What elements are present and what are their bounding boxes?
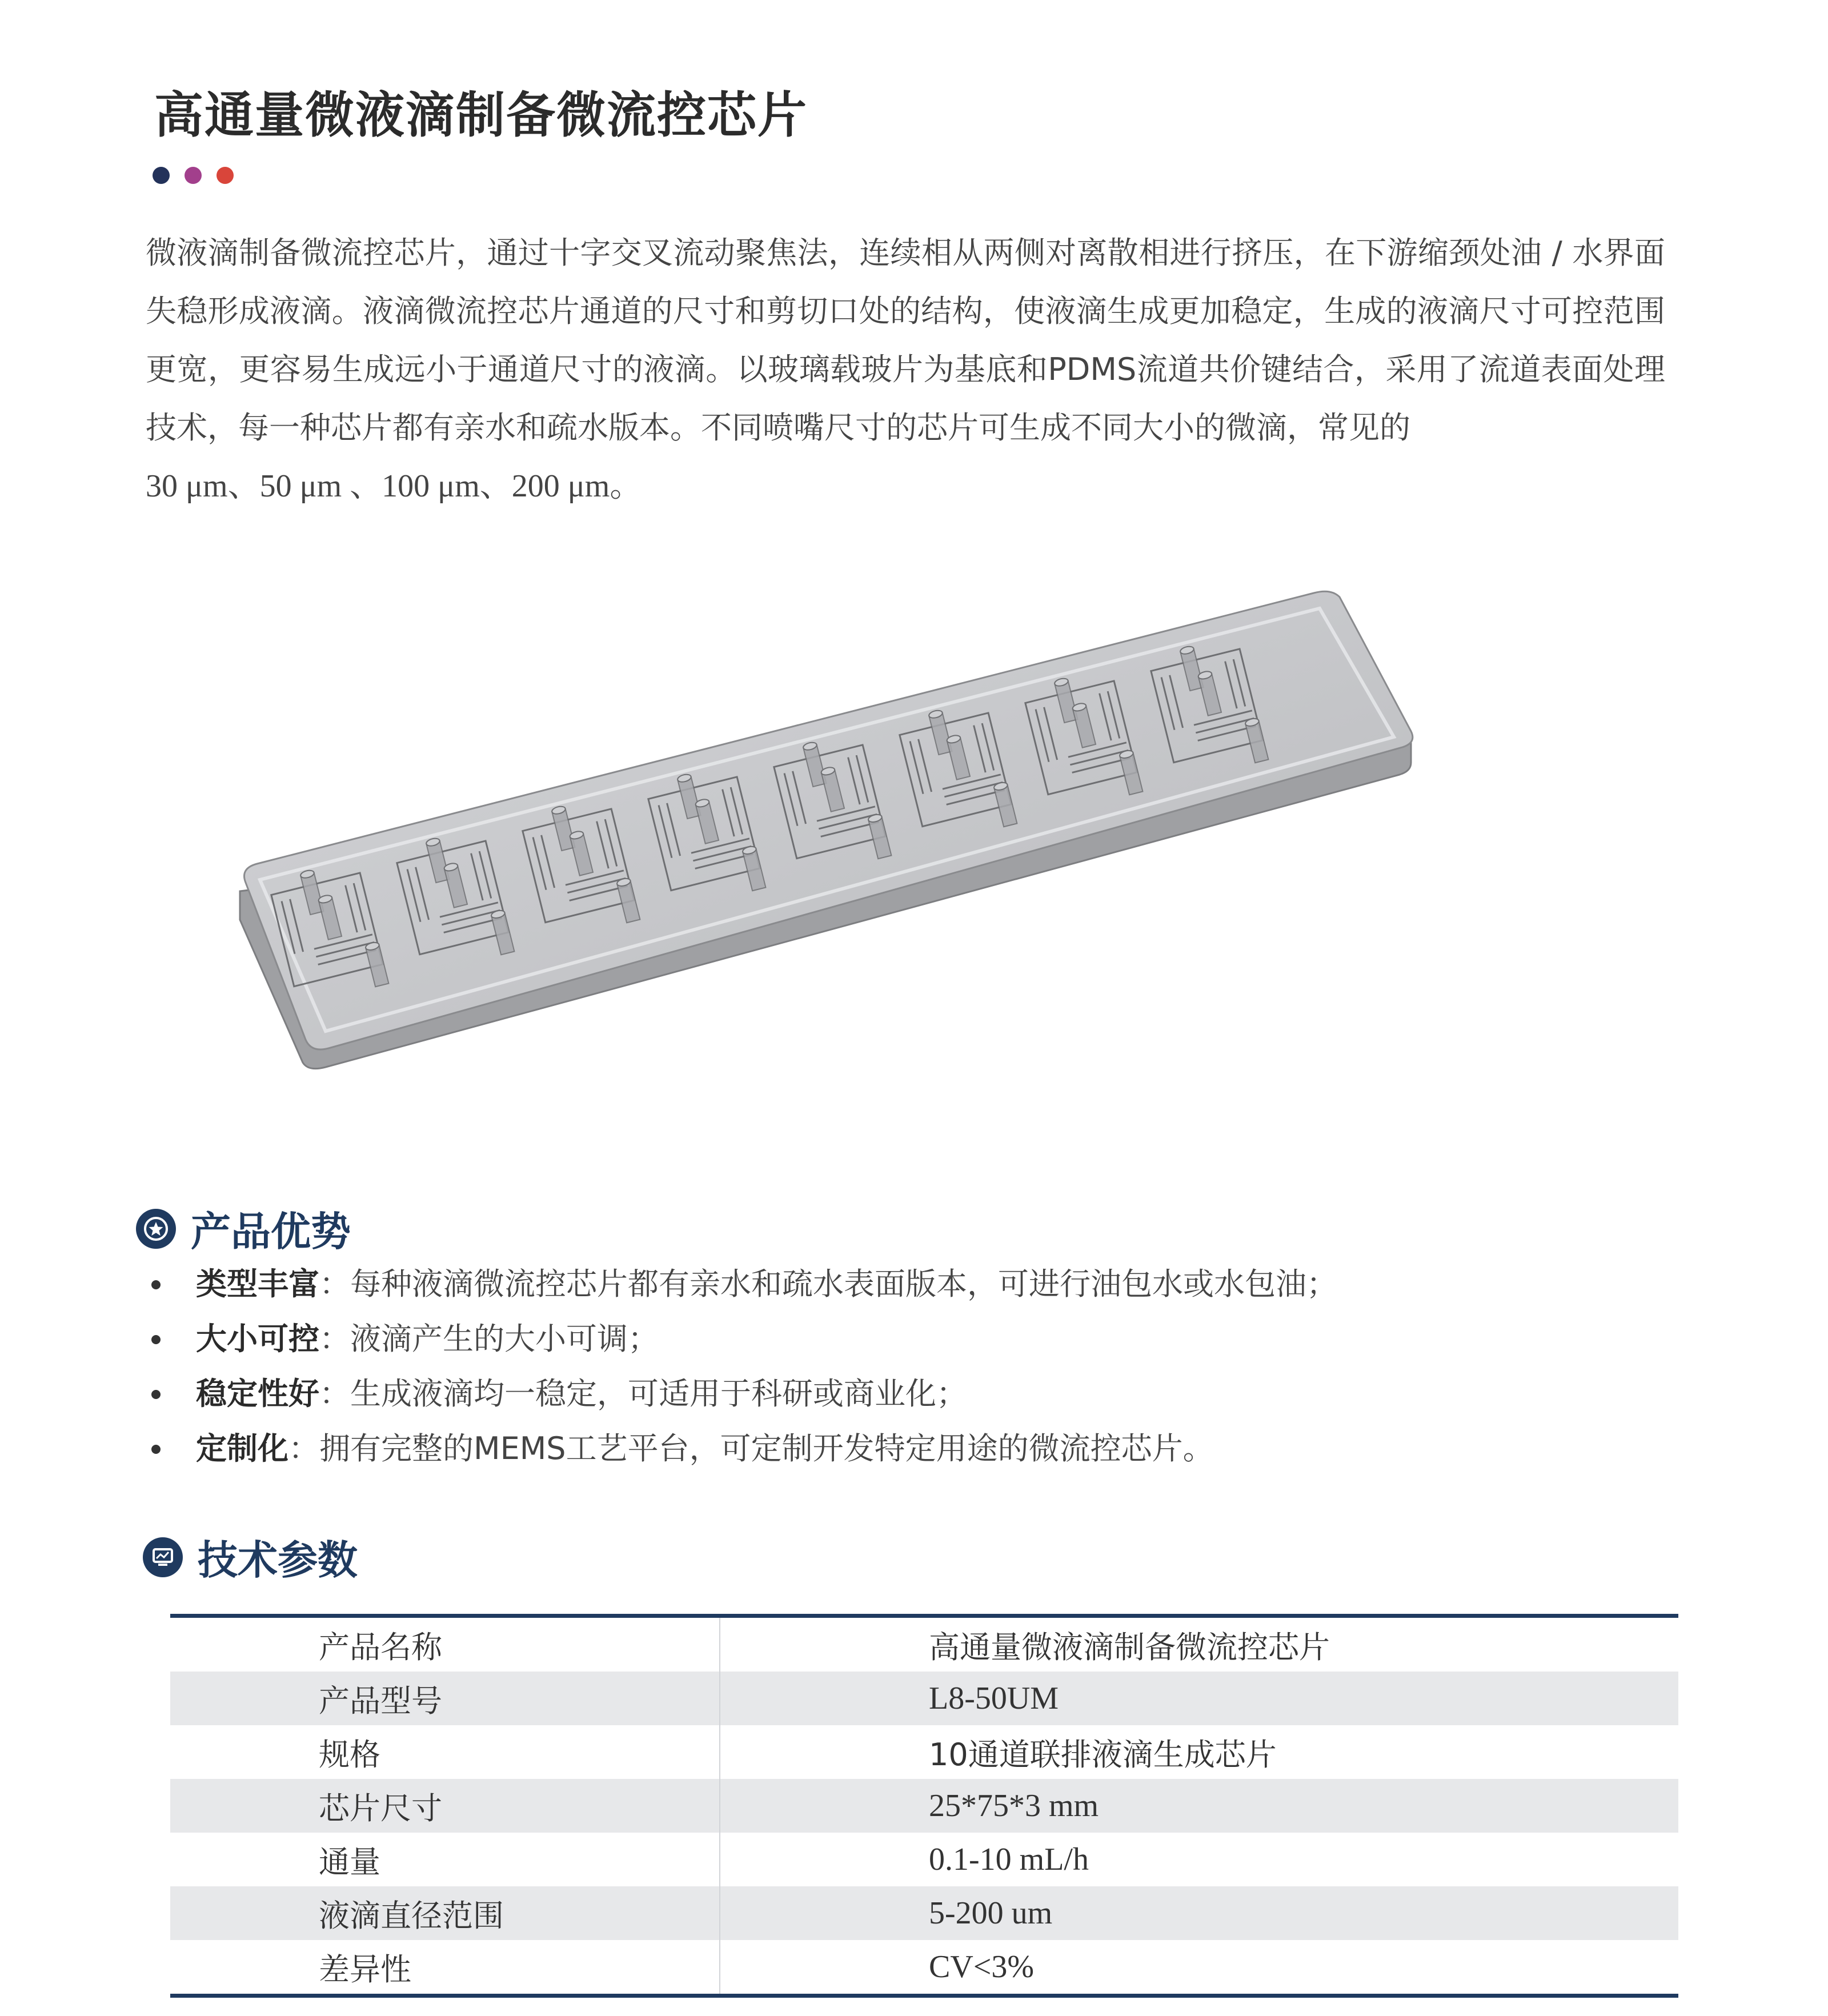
advantage-term: 定制化 bbox=[196, 1430, 288, 1466]
specs-title: 技术参数 bbox=[198, 1537, 358, 1584]
intro-paragraph bbox=[146, 224, 1665, 515]
bullet-icon bbox=[151, 1445, 161, 1454]
decorative-dots bbox=[153, 167, 234, 184]
bullet-icon bbox=[151, 1280, 161, 1289]
chip-illustration bbox=[217, 571, 1451, 1120]
advantage-desc: ：液滴产生的大小可调； bbox=[319, 1321, 659, 1357]
advantage-term: 稳定性好 bbox=[196, 1376, 319, 1412]
spec-value: CV<3% bbox=[929, 1949, 1035, 1985]
advantages-list bbox=[146, 1257, 1337, 1476]
spec-value: 0.1-10 mL/h bbox=[929, 1842, 1089, 1877]
star-badge-icon bbox=[136, 1209, 176, 1249]
advantage-term: 大小可控 bbox=[196, 1321, 319, 1357]
spec-value: L8-50UM bbox=[720, 1672, 1678, 1725]
table-row bbox=[170, 1779, 1678, 1833]
monitor-chart-icon bbox=[143, 1537, 183, 1577]
spec-value: 高通量微液滴制备微流控芯片 bbox=[929, 1629, 1330, 1665]
spec-value: 5-200 um bbox=[720, 1886, 1678, 1940]
table-row bbox=[170, 1672, 1678, 1725]
spec-key: 液滴直径范围 bbox=[170, 1886, 720, 1940]
spec-value: 10通道联排液滴生成芯片 bbox=[929, 1736, 1277, 1773]
list-item bbox=[146, 1366, 1337, 1421]
intro-text: 微液滴制备微流控芯片，通过十字交叉流动聚焦法，连续相从两侧对离散相进行挤压，在下游缩颈处油 / 水界面失稳形成液滴。液滴微流控芯片通道的尺寸和剪切口处的结构，使液滴生成更加稳定，生成的液滴尺寸可控范围更宽，更容易生成远小于通道尺寸的液滴。以玻璃载玻片为基底和PDMS流道共价键结合，采用了流道表面处理技术，每一种芯片都有亲水和疏水版本。不同喷嘴尺寸的芯片可生成不同大小的微滴，常见的 bbox=[146, 235, 1665, 446]
spec-key: 通量 bbox=[170, 1833, 720, 1886]
specs-heading bbox=[143, 1528, 358, 1586]
intro-sizes: 30 μm、50 μm 、100 μm、200 μm。 bbox=[146, 468, 642, 504]
dot-navy bbox=[153, 167, 170, 184]
advantage-desc: ：每种液滴微流控芯片都有亲水和疏水表面版本，可进行油包水或水包油； bbox=[319, 1266, 1337, 1302]
bullet-icon bbox=[151, 1390, 161, 1399]
advantage-term: 类型丰富 bbox=[196, 1266, 319, 1302]
spec-key: 芯片尺寸 bbox=[170, 1779, 720, 1833]
list-item bbox=[146, 1421, 1337, 1476]
spec-value: 25*75*3 mm bbox=[720, 1779, 1678, 1833]
spec-key: 规格 bbox=[170, 1725, 720, 1779]
specs-table bbox=[170, 1614, 1678, 1998]
page-title: 高通量微液滴制备微流控芯片 bbox=[154, 87, 808, 144]
advantages-heading bbox=[136, 1200, 351, 1257]
spec-key: 差异性 bbox=[170, 1940, 720, 1996]
list-item bbox=[146, 1312, 1337, 1366]
advantage-desc: ：拥有完整的MEMS工艺平台，可定制开发特定用途的微流控芯片。 bbox=[288, 1430, 1214, 1466]
list-item bbox=[146, 1257, 1337, 1312]
chip-body bbox=[240, 591, 1413, 1068]
table-row bbox=[170, 1725, 1678, 1779]
advantages-title: 产品优势 bbox=[191, 1208, 351, 1255]
spec-key: 产品名称 bbox=[170, 1616, 720, 1672]
advantage-desc: ：生成液滴均一稳定，可适用于科研或商业化； bbox=[319, 1376, 967, 1412]
bullet-icon bbox=[151, 1335, 161, 1344]
dot-purple bbox=[185, 167, 202, 184]
table-row bbox=[170, 1833, 1678, 1886]
spec-key: 产品型号 bbox=[170, 1672, 720, 1725]
table-row bbox=[170, 1940, 1678, 1996]
table-row bbox=[170, 1886, 1678, 1940]
table-row bbox=[170, 1616, 1678, 1672]
dot-red bbox=[217, 167, 234, 184]
